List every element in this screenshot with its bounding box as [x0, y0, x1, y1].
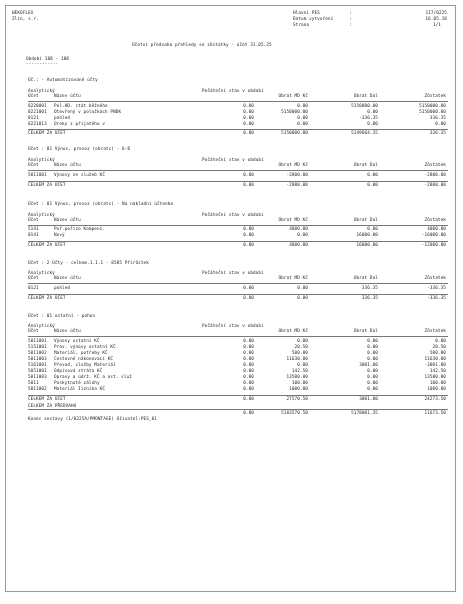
header-colon-2: : — [349, 17, 352, 22]
col-analytic: Analytický — [28, 213, 55, 218]
col-initial: Počáteční stav v období — [202, 213, 264, 218]
divider — [28, 225, 448, 226]
table-row-md: 20.50 — [294, 345, 308, 350]
col-balance: Zůstatek — [424, 218, 446, 223]
col-analytic: Analytický — [28, 158, 55, 163]
table-row-initial: 0.00 — [243, 351, 254, 356]
total-dal: 3001.00 — [359, 397, 378, 402]
table-row-balance: 500.00 — [429, 351, 446, 356]
col-md: Obrat MD Kč — [278, 163, 308, 168]
total-balance: -2800.00 — [424, 183, 446, 188]
table-row-initial: 0.00 — [243, 110, 254, 115]
col-md: Obrat MD Kč — [278, 218, 308, 223]
table-row-balance: 5150000.00 — [419, 110, 446, 115]
col-name: Název účtu — [54, 163, 81, 168]
grand-total-balance: 11673.50 — [424, 411, 446, 416]
col-analytic: Analytický — [28, 271, 55, 276]
grand-total-label: CELKEM ZA PŘEDVAHU — [28, 404, 77, 409]
period-line: Období 188 - 188 — [26, 57, 69, 62]
table-row-initial: 0.00 — [243, 286, 254, 291]
header-label-1: Hlavní PES — [293, 11, 320, 16]
divider — [28, 170, 448, 171]
col-balance: Zůstatek — [424, 276, 446, 281]
header-value-1: 117/0225 — [425, 11, 447, 16]
col-dal: Obrat Dal — [353, 94, 378, 99]
header-value-2: 16.05.18 — [425, 17, 447, 22]
col-dal: Obrat Dal — [353, 218, 378, 223]
table-row-name: Převod, služby Materiál — [54, 363, 116, 368]
divider — [28, 336, 448, 337]
table-row-acct: 5011002 — [28, 351, 47, 356]
table-row-initial: 0.00 — [243, 339, 254, 344]
col-md: Obrat MD Kč — [278, 329, 308, 334]
table-row-balance: 13500.00 — [424, 375, 446, 380]
table-row-dal: 0.00 — [367, 375, 378, 380]
report-page — [5, 5, 456, 592]
table-row-acct: 5161001 — [28, 363, 47, 368]
table-row-acct: 5011002 — [28, 387, 47, 392]
table-row-balance: 100.00 — [429, 381, 446, 386]
table-row-initial: 0.00 — [243, 104, 254, 109]
table-row-acct: 0220001 — [28, 104, 47, 109]
total-dal: 0.00 — [367, 183, 378, 188]
table-row-md: 13500.00 — [286, 375, 308, 380]
table-row-dal: 0.00 — [367, 351, 378, 356]
divider — [28, 129, 448, 130]
table-row-acct: 0141 — [28, 233, 39, 238]
table-row-dal: -336.35 — [359, 116, 378, 121]
total-md: -2800.00 — [286, 183, 308, 188]
period-underline: ------------ — [26, 62, 59, 67]
company-name: WEKOFLEX — [12, 11, 34, 16]
table-row-dal: 0.00 — [367, 227, 378, 232]
total-initial: 0.00 — [243, 243, 254, 248]
col-initial: Počáteční stav v období — [202, 324, 264, 329]
col-account: Účet — [28, 218, 39, 223]
col-balance: Zůstatek — [424, 94, 446, 99]
header-label-2: Datum vytvoření — [293, 17, 334, 22]
total-label: CELKEM ZA ÚČET — [28, 243, 66, 248]
total-dal: 16000.00 — [356, 243, 378, 248]
table-row-dal: 0.00 — [367, 122, 378, 127]
table-row-name: Výnosy ze služeb KČ — [54, 173, 106, 178]
total-balance: 336.35 — [429, 131, 446, 136]
col-analytic: Analytický — [28, 89, 55, 94]
table-row-dal: 0.00 — [367, 110, 378, 115]
table-row-name: Výnosy ostatní KČ — [54, 339, 100, 344]
table-row-initial: 0.00 — [243, 233, 254, 238]
table-row-initial: 0.00 — [243, 122, 254, 127]
col-account: Účet — [28, 163, 39, 168]
total-balance: -12000.00 — [421, 243, 446, 248]
table-row-balance: -16000.00 — [421, 233, 446, 238]
table-row-acct: 0221001 — [28, 110, 47, 115]
divider — [28, 181, 448, 182]
col-name: Název účtu — [54, 329, 81, 334]
section-title: Účet : 2 Účty - celkem.1.1.1 - 8585 Přírůstek — [28, 261, 149, 266]
table-row-initial: 0.00 — [243, 357, 254, 362]
divider — [28, 241, 448, 242]
table-row-acct: 5011003 — [28, 375, 47, 380]
table-row-dal: 0.00 — [367, 369, 378, 374]
table-row-dal: 5150000.00 — [351, 104, 378, 109]
table-row-balance: 11630.00 — [424, 357, 446, 362]
col-md: Obrat MD Kč — [278, 94, 308, 99]
table-row-acct: 5151001 — [28, 345, 47, 350]
table-row-initial: 0.00 — [243, 345, 254, 350]
table-row-md: 0.00 — [297, 339, 308, 344]
table-row-name: Odpisová ztráta KČ — [54, 369, 103, 374]
table-row-md: 0.00 — [297, 363, 308, 368]
table-row-name: pohled — [54, 116, 71, 121]
table-row-initial: 0.00 — [243, 387, 254, 392]
total-label: CELKEM ZA ÚČET — [28, 183, 66, 188]
report-title: Účetní předvaha přehledy se zůstatky - účet 31.05.25 — [132, 43, 272, 48]
table-row-md: 0.00 — [297, 122, 308, 127]
total-dal: 5149664.35 — [351, 131, 378, 136]
table-row-balance: 5150000.00 — [419, 104, 446, 109]
total-md: 0.00 — [297, 296, 308, 301]
total-initial: 0.00 — [243, 397, 254, 402]
col-dal: Obrat Dal — [353, 163, 378, 168]
col-initial: Počáteční stav v období — [202, 271, 264, 276]
total-label: CELKEM ZA ÚČET — [28, 131, 66, 136]
table-row-md: 500.00 — [291, 351, 308, 356]
table-row-acct: 5011001 — [28, 339, 47, 344]
section-title: Účet : 01 ostatní - pohon — [28, 314, 96, 319]
table-row-name: Úroky z přijatého v — [54, 122, 106, 127]
table-row-dal: 0.00 — [367, 173, 378, 178]
col-name: Název účtu — [54, 218, 81, 223]
total-dal: 336.35 — [361, 296, 378, 301]
table-row-balance: 142.50 — [429, 369, 446, 374]
total-md: 4000.00 — [289, 243, 308, 248]
table-row-name: Nový — [54, 233, 65, 238]
table-row-dal: 3001.00 — [359, 363, 378, 368]
table-row-md: 0.00 — [297, 286, 308, 291]
total-md: 27570.50 — [286, 397, 308, 402]
table-row-balance: 4000.00 — [427, 227, 446, 232]
table-row-name: pohled — [54, 286, 71, 291]
table-row-acct: 5011 — [28, 381, 39, 386]
table-row-md: 11630.00 — [286, 357, 308, 362]
table-row-balance: -2800.00 — [424, 173, 446, 178]
divider — [28, 294, 448, 295]
total-md: 5150000.00 — [281, 131, 308, 136]
table-row-initial: 0.00 — [243, 363, 254, 368]
grand-total-md: 5183570.50 — [281, 411, 308, 416]
table-row-initial: 0.00 — [243, 381, 254, 386]
section-title: Účet : 01 Výnos, provoz (obrats) - 6-8 — [28, 147, 131, 152]
section-title: Úč.: - Automatizované účty — [28, 78, 98, 83]
table-row-md: -2800.00 — [286, 173, 308, 178]
col-dal: Obrat Dal — [353, 276, 378, 281]
table-row-dal: 0.00 — [367, 381, 378, 386]
divider — [28, 395, 448, 396]
table-row-initial: 0.00 — [243, 227, 254, 232]
section-title: Účet : 01 Výnos, provoz (obrats) - Na nákladní účtenka — [28, 202, 174, 207]
header-value-3: 1/1 — [432, 23, 441, 28]
table-row-md: 0.00 — [297, 116, 308, 121]
col-initial: Počáteční stav v období — [202, 158, 264, 163]
report-footer: Konec sestavy (1/0225A/PMONTAGE) Uživatel:PES_01 — [28, 417, 157, 422]
table-row-balance: 0.00 — [435, 339, 446, 344]
table-row-balance: 1000.00 — [427, 387, 446, 392]
total-initial: 0.00 — [243, 131, 254, 136]
table-row-dal: 0.00 — [367, 345, 378, 350]
table-row-acct: 0221013 — [28, 122, 47, 127]
col-account: Účet — [28, 276, 39, 281]
col-balance: Zůstatek — [424, 163, 446, 168]
table-row-md: 4000.00 — [289, 227, 308, 232]
table-row-name: Pol.HD. stát běžného — [54, 104, 108, 109]
table-row-balance: 0.00 — [435, 122, 446, 127]
table-row-name: Poř.pořizo Kompenz. — [54, 227, 106, 232]
header-label-3: Strana — [293, 23, 310, 28]
total-initial: 0.00 — [243, 296, 254, 301]
grand-total-initial: 0.00 — [243, 411, 254, 416]
col-md: Obrat MD Kč — [278, 276, 308, 281]
total-label: CELKEM ZA ÚČET — [28, 397, 66, 402]
col-dal: Obrat Dal — [353, 329, 378, 334]
table-row-md: 5150000.00 — [281, 110, 308, 115]
table-row-name: Materiál Iiznika KČ — [54, 387, 106, 392]
table-row-acct: 5141 — [28, 227, 39, 232]
grand-total-dal: 5178001.35 — [351, 411, 378, 416]
table-row-acct: 5011001 — [28, 173, 47, 178]
table-row-name: Otevřený v položkách PNDK — [54, 110, 122, 115]
table-row-md: 1000.00 — [289, 387, 308, 392]
col-name: Název účtu — [54, 94, 81, 99]
table-row-balance: 20.50 — [432, 345, 446, 350]
col-initial: Počáteční stav v období — [202, 89, 264, 94]
total-initial: 0.00 — [243, 183, 254, 188]
table-row-acct: 5051001 — [28, 369, 47, 374]
divider — [28, 283, 448, 284]
col-name: Název účtu — [54, 276, 81, 281]
total-balance: -336.35 — [427, 296, 446, 301]
table-row-md: 142.50 — [291, 369, 308, 374]
col-account: Účet — [28, 94, 39, 99]
divider — [28, 101, 448, 102]
table-row-md: 0.00 — [297, 233, 308, 238]
table-row-dal: 0.00 — [367, 387, 378, 392]
table-row-balance: 336.35 — [429, 116, 446, 121]
table-row-name: Opravy a údrž. KČ a ost. služ — [54, 375, 132, 380]
table-row-initial: 0.00 — [243, 116, 254, 121]
table-row-dal: 336.35 — [361, 286, 378, 291]
table-row-initial: 0.00 — [243, 369, 254, 374]
table-row-name: Materiál, potřeby KČ — [54, 351, 108, 356]
table-row-balance: -336.35 — [427, 286, 446, 291]
table-row-dal: 16000.00 — [356, 233, 378, 238]
col-analytic: Analytický — [28, 324, 55, 329]
table-row-acct: 0121 — [28, 116, 39, 121]
total-label: CELKEM ZA ÚČET — [28, 296, 66, 301]
table-row-initial: 0.00 — [243, 375, 254, 380]
table-row-initial: 0.00 — [243, 173, 254, 178]
table-row-md: 0.00 — [297, 104, 308, 109]
company-city: Zlín, s.r. — [12, 17, 39, 22]
table-row-acct: 0121 — [28, 286, 39, 291]
col-balance: Zůstatek — [424, 329, 446, 334]
table-row-dal: 0.00 — [367, 339, 378, 344]
table-row-name: Poskytnuté zálohy — [54, 381, 100, 386]
table-row-md: 100.00 — [291, 381, 308, 386]
table-row-name: Cestovné nákonovací KČ — [54, 357, 114, 362]
total-balance: 24273.50 — [424, 397, 446, 402]
table-row-acct: 5011003 — [28, 357, 47, 362]
col-account: Účet — [28, 329, 39, 334]
divider — [28, 409, 448, 410]
table-row-balance: -3001.00 — [424, 363, 446, 368]
table-row-dal: 0.00 — [367, 357, 378, 362]
header-colon-3: : — [349, 23, 352, 28]
table-row-name: Prov. výnosy ostatní KČ — [54, 345, 116, 350]
header-colon-1: : — [349, 11, 352, 16]
